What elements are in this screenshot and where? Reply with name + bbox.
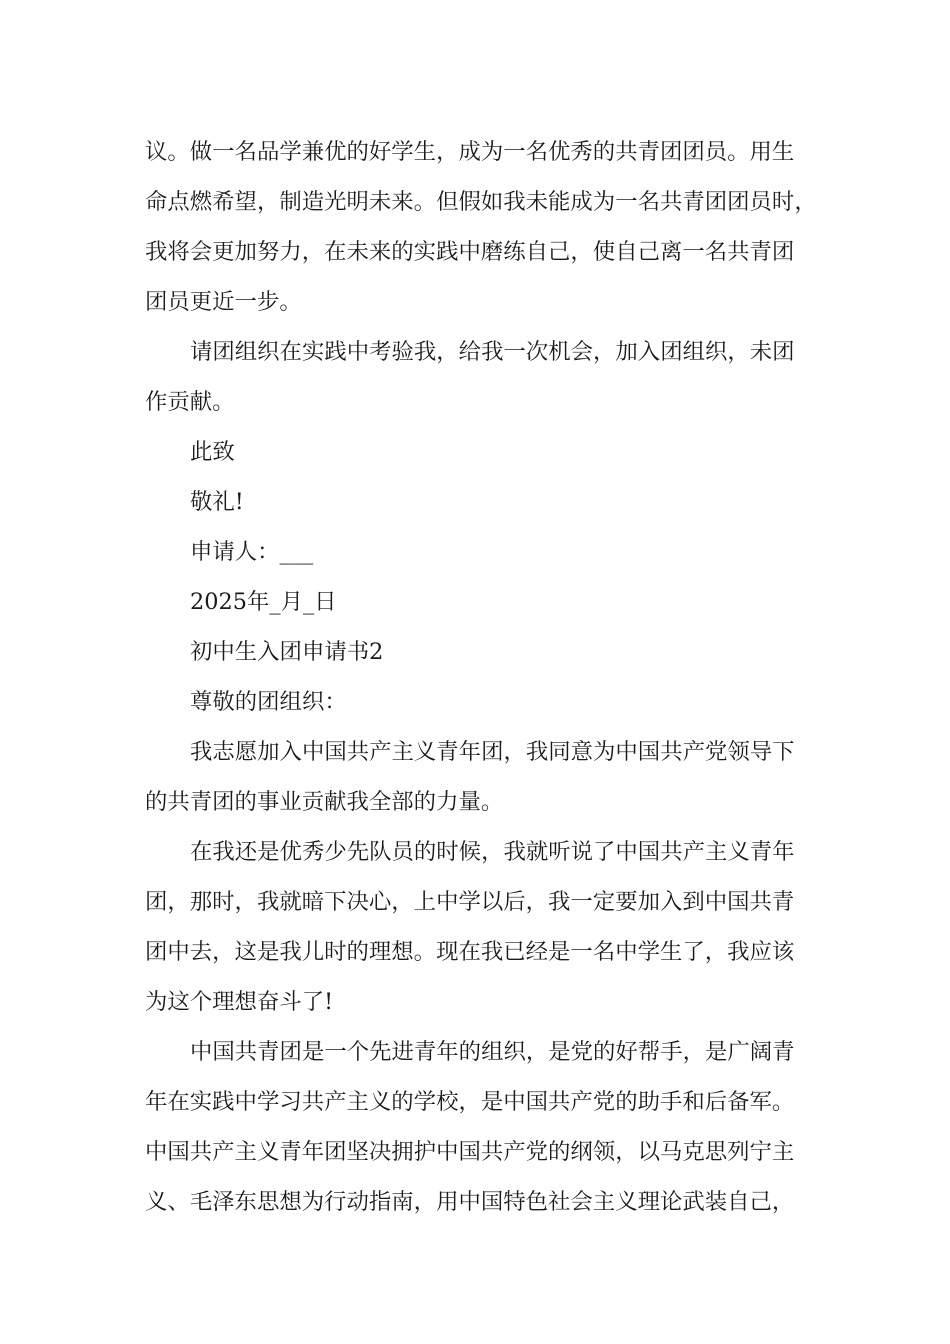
paragraph-line: 义、毛泽东思想为行动指南，用中国特色社会主义理论武装自己， bbox=[145, 1189, 795, 1215]
section-title: 初中生入团申请书2 bbox=[190, 639, 384, 665]
paragraph-line: 中国共产主义青年团坚决拥护中国共产党的纲领，以马克思列宁主 bbox=[145, 1139, 795, 1165]
applicant-signature: 申请人：___ bbox=[190, 539, 314, 565]
paragraph-line: 命点燃希望，制造光明未来。但假如我未能成为一名共青团团员时， bbox=[145, 189, 817, 215]
paragraph-line: 为这个理想奋斗了! bbox=[145, 989, 334, 1015]
paragraph-line: 在我还是优秀少先队员的时候，我就听说了中国共产主义青年 bbox=[190, 839, 795, 865]
paragraph-line: 团，那时，我就暗下决心，上中学以后，我一定要加入到中国共青 bbox=[145, 889, 795, 915]
paragraph-line: 我将会更加努力，在未来的实践中磨练自己，使自己离一名共青团 bbox=[145, 239, 795, 265]
paragraph-line: 团员更近一步。 bbox=[145, 289, 302, 315]
paragraph-line: 议。做一名品学兼优的好学生，成为一名优秀的共青团团员。用生 bbox=[145, 139, 795, 165]
greeting: 尊敬的团组织： bbox=[190, 689, 347, 715]
closing-salutation: 此致 bbox=[190, 439, 235, 465]
date-line: 2025年_月_日 bbox=[190, 589, 337, 615]
paragraph-line: 我志愿加入中国共产主义青年团，我同意为中国共产党领导下 bbox=[190, 739, 795, 765]
paragraph-line: 团中去，这是我儿时的理想。现在我已经是一名中学生了，我应该 bbox=[145, 939, 795, 965]
paragraph-line: 请团组织在实践中考验我，给我一次机会，加入团组织，未团 bbox=[190, 339, 795, 365]
paragraph-line: 年在实践中学习共产主义的学校，是中国共产党的助手和后备军。 bbox=[145, 1089, 795, 1115]
closing-regards: 敬礼! bbox=[190, 489, 244, 515]
document-body bbox=[145, 127, 815, 1227]
paragraph-line: 作贡献。 bbox=[145, 389, 235, 415]
paragraph-line: 的共青团的事业贡献我全部的力量。 bbox=[145, 789, 504, 815]
paragraph-line: 中国共青团是一个先进青年的组织，是党的好帮手，是广阔青 bbox=[190, 1039, 795, 1065]
